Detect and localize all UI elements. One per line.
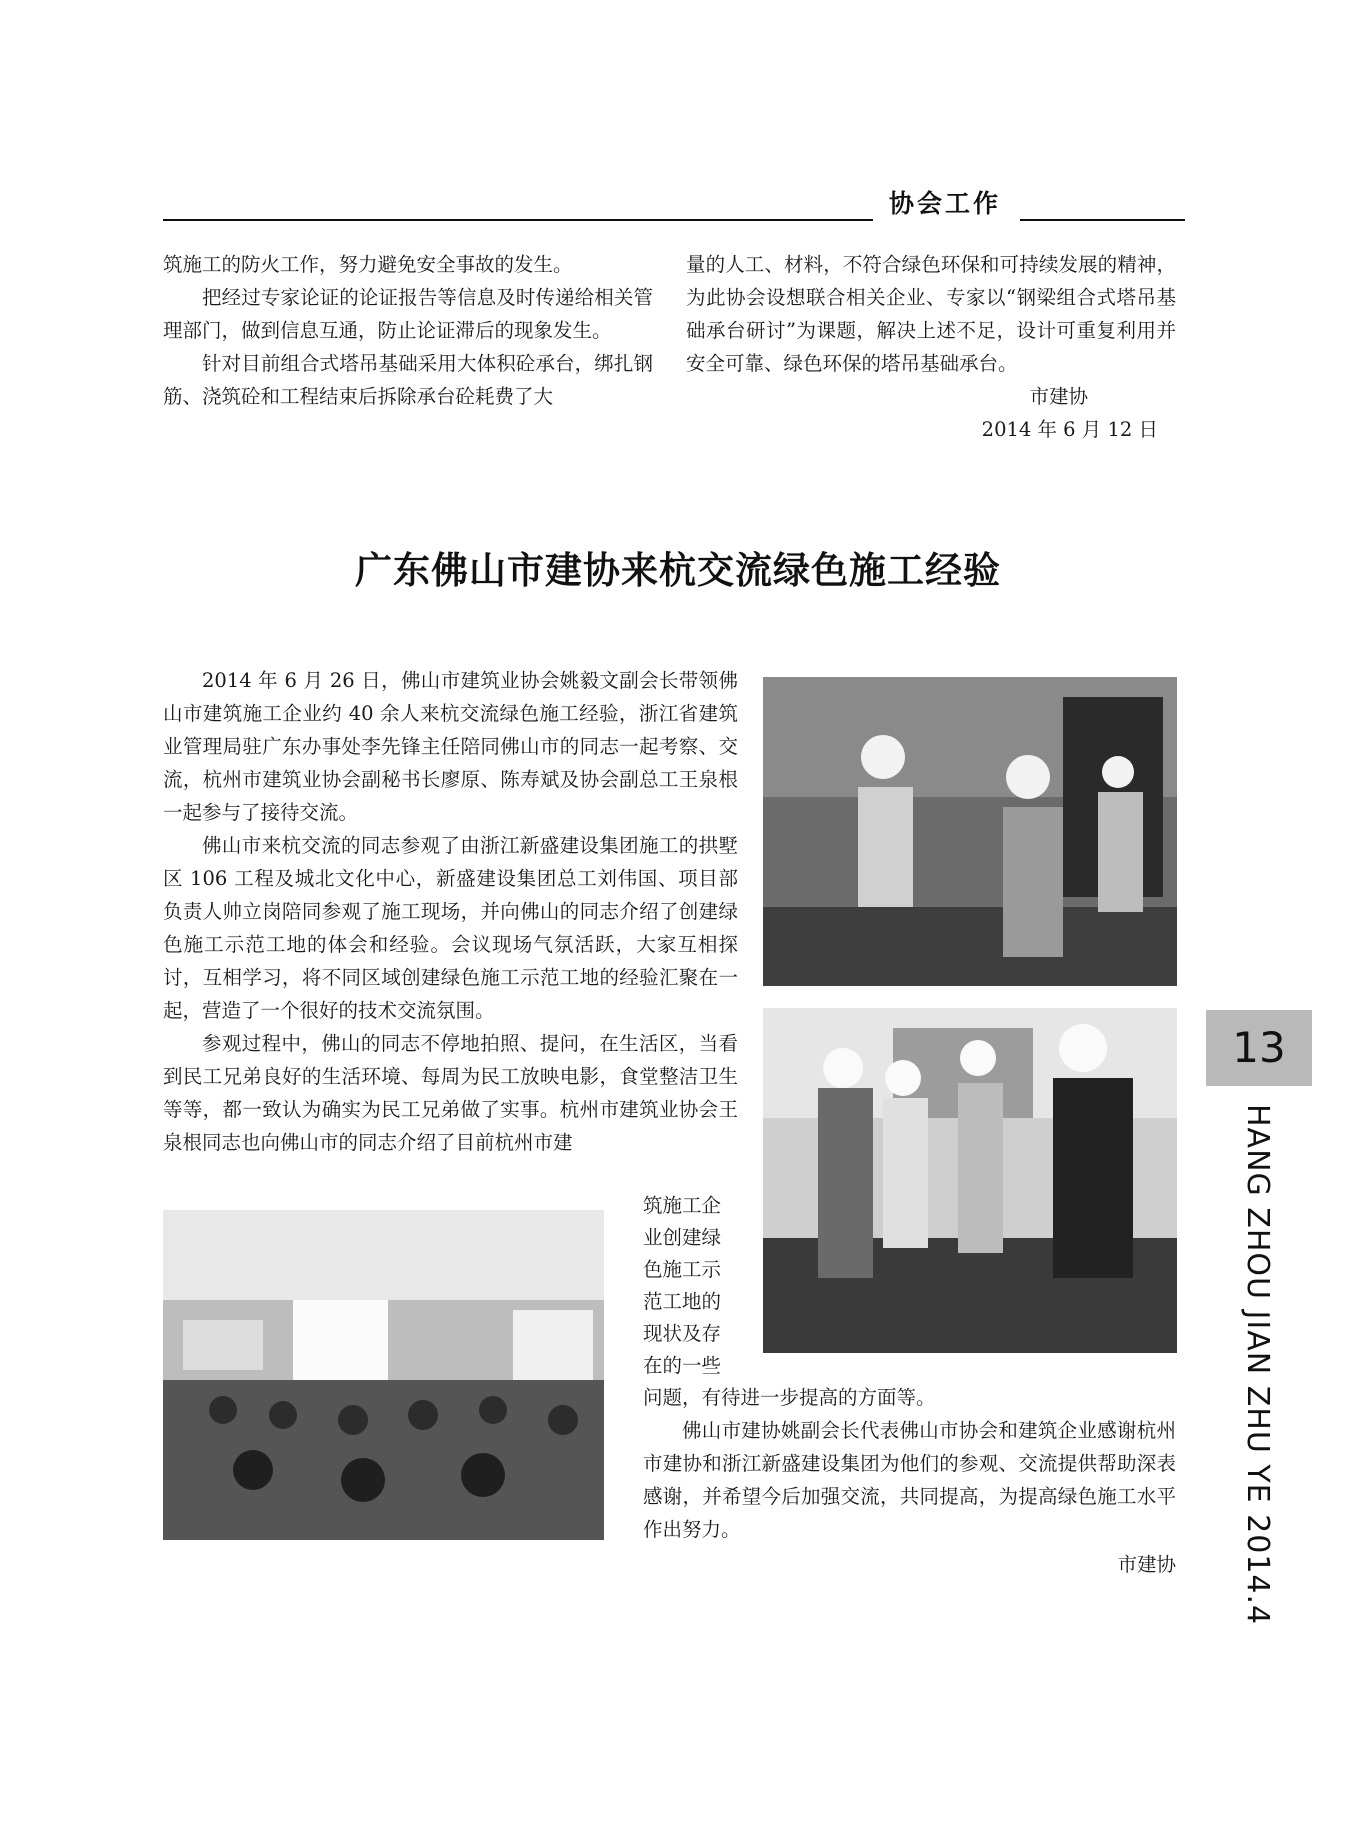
paragraph: 佛山市来杭交流的同志参观了由浙江新盛建设集团施工的拱墅区 106 工程及城北文化中心，新盛建设集团总工刘伟国、项目部负责人帅立岗陪同参观了施工现场，并向佛山的同志介绍了创建绿色施工示范工地的体会和经验。会议现场气氛活跃，大家互相探讨，互相学习，将不同区域创建绿色施工示范工地的经验汇聚在一起，营造了一个很好的技术交流氛围。: [163, 834, 738, 1022]
paragraph: 针对目前组合式塔吊基础采用大体积砼承台，绑扎钢筋、浇筑砼和工程结束后拆除承台砼耗费了大: [163, 352, 653, 408]
wrapped-text: 筑施工企业创建绿色施工示范工地的现状及存在的一些: [643, 1194, 722, 1377]
paragraph: 佛山市建协姚副会长代表佛山市协会和建筑企业感谢杭州市建协和浙江新盛建设集团为他们的参观、交流提供帮助深表感谢，并希望今后加强交流，共同提高，为提高绿色施工水平作出努力。: [643, 1419, 1176, 1541]
page-number-tab: 13: [1206, 1010, 1312, 1086]
top-left-column: [163, 248, 653, 413]
article-signature: 市建协: [1117, 1553, 1176, 1576]
paragraph: 2014 年 6 月 26 日，佛山市建筑业协会姚毅文副会长带领佛山市建筑施工企业约 40 余人来杭交流绿色施工经验，浙江省建筑业管理局驻广东办事处李先锋主任陪同佛山市的同志一起考察、交流，杭州市建筑业协会副秘书长廖原、陈寿斌及协会副总工王泉根一起参与了接待交流。: [163, 669, 738, 824]
paragraph: 量的人工、材料，不符合绿色环保和可持续发展的精神，为此协会设想联合相关企业、专家以“钢梁组合式塔吊基础承台研讨”为课题，解决上述不足，设计可重复利用并安全可靠、绿色环保的塔吊基础承台。: [686, 253, 1176, 375]
photo-site-visit-group: [763, 677, 1177, 986]
header-rule-right: [1020, 219, 1185, 221]
signature: 市建协: [1029, 385, 1088, 408]
photo-meeting-room: [163, 1210, 604, 1540]
header-rule-left: [163, 219, 873, 221]
section-label: 协会工作: [888, 189, 1001, 218]
journal-vertical-label: HANG ZHOU JIAN ZHU YE 2014.4: [1240, 1104, 1275, 1626]
article-title: 广东佛山市建协来杭交流绿色施工经验: [355, 549, 1001, 592]
article-body-bottom: [643, 1381, 1176, 1546]
top-right-column: [686, 248, 1176, 446]
photo-construction-inspection: [763, 1008, 1177, 1353]
paragraph: 问题，有待进一步提高的方面等。: [643, 1386, 936, 1409]
paragraph: 参观过程中，佛山的同志不停地拍照、提问，在生活区，当看到民工兄弟良好的生活环境、每周为民工放映电影，食堂整洁卫生等等，都一致认为确实为民工兄弟做了实事。杭州市建筑业协会王泉根同志也向佛山市的同志介绍了目前杭州市建: [163, 1032, 738, 1154]
paragraph: 把经过专家论证的论证报告等信息及时传递给相关管理部门，做到信息互通，防止论证滞后的现象发生。: [163, 286, 653, 342]
article-body: [163, 664, 738, 1159]
date: 2014 年 6 月 12 日: [981, 418, 1158, 441]
paragraph: 筑施工的防火工作，努力避免安全事故的发生。: [163, 253, 573, 276]
